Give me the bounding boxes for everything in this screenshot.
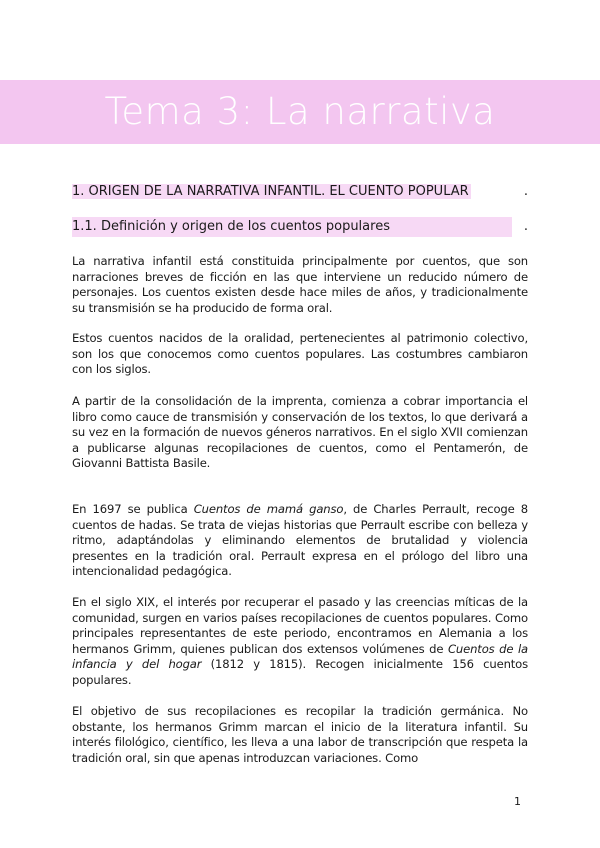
paragraph-1: La narrativa infantil está constituida principalmente por cuentos, que son narraciones breves de ficción en las que interviene un reducido número de personajes. Los cuentos existen desde hace miles de años, y tradicionalmente su transmisión se ha producido de forma oral. [72,254,528,315]
book-title-mama-ganso: Cuentos de mamá ganso [193,502,344,516]
paragraph-2: Estos cuentos nacidos de la oralidad, pertenecientes al patrimonio colectivo, son los que conocemos como cuentos populares. Las costumbres cambiaron con los siglos. [72,331,528,377]
page-number: 1 [514,795,521,808]
section-heading-text: 1. ORIGEN DE LA NARRATIVA INFANTIL. EL CUENTO POPULAR [72,184,469,199]
paragraph-3: A partir de la consolidación de la imprenta, comienza a cobrar importancia el libro como cauce de transmisión y conservación de los textos, lo que derivará a su vez en la formación de nuevos géneros narrativos. En el siglo XVII comienzan a publicarse algunas recopilaciones de cuentos, como el Pentamerón, de Giovanni Battista Basile. [72,394,528,471]
paragraph-5 [72,595,528,689]
section-heading-period: . [523,184,528,199]
subsection-heading [72,217,528,237]
paragraph-5-rest: (1812 y 1815). Recogen inicialmente 156 cuentos populares. [72,657,528,687]
book-title-grimm: Cuentos de la infancia y del hogar [72,641,529,672]
subsection-heading-text: 1.1. Definición y origen de los cuentos populares [72,217,512,237]
paragraph-4-lead: En 1697 se publica [72,502,194,516]
page-title: Tema 3: La narrativa [104,90,496,133]
paragraph-6: El objetivo de sus recopilaciones es recopilar la tradición germánica. No obstante, los hermanos Grimm marcan el inicio de la literatura infantil. Su interés filológico, científico, les lleva a una labor de transcripción que respeta la tradición oral, sin que apenas introduzcan variaciones. Como [72,704,528,765]
section-heading [72,182,528,202]
title-banner [0,80,600,144]
subsection-heading-period: . [523,219,528,234]
paragraph-4 [72,502,528,580]
paragraph-4-rest: , de Charles Perrault, recoge 8 cuentos de hadas. Se trata de viejas historias que Perrault escribe con belleza y ritmo, adaptándolas y eliminando elementos de brutalidad y violencia presentes en la tradición oral. Perrault expresa en el prólogo del libro una intencionalidad pedagógica. [72,502,529,579]
paragraph-5-lead: En el siglo XIX, el interés por recuperar el pasado y las creencias míticas de la comunidad, surgen en varios países recopilaciones de cuentos populares. Como principales representantes de este periodo, encontramos en Alemania a los hermanos Grimm, quienes publican dos extensos volúmenes de [72,595,528,656]
